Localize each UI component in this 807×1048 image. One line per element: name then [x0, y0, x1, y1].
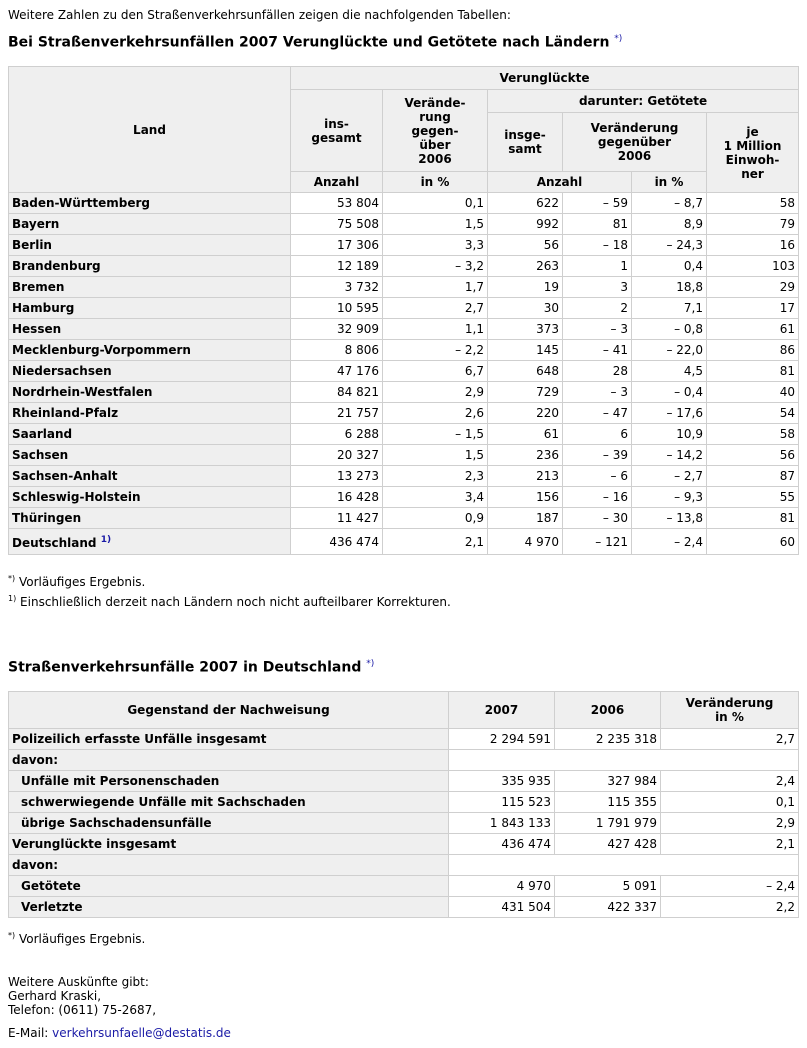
th-anzahl-getoetete: Anzahl: [488, 172, 632, 193]
table-row: [9, 771, 799, 792]
table-row: [9, 403, 799, 424]
cell-je-million: 16: [707, 235, 799, 256]
row-land: Rheinland-Pfalz: [9, 403, 291, 424]
table-deutschland-body: [9, 729, 799, 918]
cell-getoetete-veraenderung: – 59: [563, 193, 632, 214]
cell-verunglueckte: 47 176: [291, 361, 383, 382]
cell-getoetete-veraenderung: – 16: [563, 487, 632, 508]
table-row: [9, 466, 799, 487]
cell-veraenderung-pct: 3,3: [383, 235, 488, 256]
cell-je-million: 86: [707, 340, 799, 361]
cell-verunglueckte: 53 804: [291, 193, 383, 214]
cell-getoetete: 236: [488, 445, 563, 466]
row-land: Berlin: [9, 235, 291, 256]
table-row: [9, 298, 799, 319]
cell-getoetete: 19: [488, 277, 563, 298]
footnote-mark: *): [8, 931, 16, 940]
cell-veraenderung-pct: 2,1: [383, 529, 488, 555]
cell-getoetete: 220: [488, 403, 563, 424]
cell-je-million: 103: [707, 256, 799, 277]
cell-je-million: 79: [707, 214, 799, 235]
cell-2007: 2 294 591: [449, 729, 555, 750]
contact-phone: Telefon: (0611) 75-2687,: [8, 1003, 157, 1017]
cell-2007: 1 843 133: [449, 813, 555, 834]
cell-2006: 327 984: [555, 771, 661, 792]
contact-block: [8, 975, 231, 1040]
cell-getoetete-veraenderung-pct: – 8,7: [632, 193, 707, 214]
contact-email-link[interactable]: verkehrsunfaelle@destatis.de: [52, 1026, 231, 1040]
footnote-text: Einschließlich derzeit nach Ländern noch nicht aufteilbarer Korrekturen.: [20, 595, 451, 609]
table-row: [9, 382, 799, 403]
table-row: [9, 792, 799, 813]
cell-je-million: 29: [707, 277, 799, 298]
row-gegenstand: schwerwiegende Unfälle mit Sachschaden: [9, 792, 449, 813]
cell-veraenderung: 0,1: [661, 792, 799, 813]
cell-getoetete: 4 970: [488, 529, 563, 555]
cell-getoetete: 56: [488, 235, 563, 256]
cell-getoetete-veraenderung: 6: [563, 424, 632, 445]
footnote-vorlaeufig: [8, 574, 145, 589]
cell-getoetete-veraenderung: – 39: [563, 445, 632, 466]
th-veraenderung: Verände- rung gegen- über 2006: [383, 90, 488, 172]
row-gegenstand: davon:: [9, 855, 449, 876]
table-laender-body: [9, 193, 799, 555]
cell-je-million: 55: [707, 487, 799, 508]
row-land: Bremen: [9, 277, 291, 298]
table-laender: [8, 66, 799, 555]
row-land: Saarland: [9, 424, 291, 445]
table-row: [9, 876, 799, 897]
cell-getoetete-veraenderung: – 3: [563, 319, 632, 340]
cell-2007: 431 504: [449, 897, 555, 918]
cell-2006: 422 337: [555, 897, 661, 918]
cell-verunglueckte: 13 273: [291, 466, 383, 487]
total-footnote-ref[interactable]: 1): [100, 535, 112, 545]
cell-getoetete-veraenderung-pct: – 0,4: [632, 382, 707, 403]
cell-je-million: 61: [707, 319, 799, 340]
contact-name: Gerhard Kraski,: [8, 989, 102, 1003]
cell-2007: 115 523: [449, 792, 555, 813]
cell-verunglueckte: 6 288: [291, 424, 383, 445]
cell-getoetete-veraenderung-pct: 4,5: [632, 361, 707, 382]
intro-text: Weitere Zahlen zu den Straßenverkehrsunfällen zeigen die nachfolgenden Tabellen:: [8, 8, 511, 22]
cell-getoetete-veraenderung: – 6: [563, 466, 632, 487]
table2-title: [8, 659, 374, 676]
table1-title-ref[interactable]: *): [614, 34, 623, 44]
table-row: [9, 834, 799, 855]
cell-getoetete: 263: [488, 256, 563, 277]
cell-getoetete-veraenderung: 2: [563, 298, 632, 319]
th-in-pct-getoetete: in %: [632, 172, 707, 193]
th-veraenderung-pct: Veränderung in %: [661, 692, 799, 729]
contact-email-label: E-Mail:: [8, 1026, 49, 1040]
cell-2007: 4 970: [449, 876, 555, 897]
row-gegenstand: Verunglückte insgesamt: [9, 834, 449, 855]
cell-getoetete-veraenderung-pct: – 2,7: [632, 466, 707, 487]
cell-getoetete: 187: [488, 508, 563, 529]
cell-getoetete-veraenderung-pct: 10,9: [632, 424, 707, 445]
cell-je-million: 81: [707, 361, 799, 382]
cell-veraenderung-pct: 0,9: [383, 508, 488, 529]
cell-veraenderung-pct: 1,1: [383, 319, 488, 340]
cell-je-million: 56: [707, 445, 799, 466]
cell-getoetete-veraenderung-pct: – 24,3: [632, 235, 707, 256]
th-insgesamt: ins- gesamt: [291, 90, 383, 172]
cell-getoetete-veraenderung-pct: 8,9: [632, 214, 707, 235]
cell-veraenderung-pct: 2,7: [383, 298, 488, 319]
cell-getoetete: 61: [488, 424, 563, 445]
table-row: [9, 340, 799, 361]
cell-getoetete-veraenderung-pct: – 17,6: [632, 403, 707, 424]
th-je-million: je 1 Million Einwoh- ner: [707, 113, 799, 193]
th-2007: 2007: [449, 692, 555, 729]
cell-veraenderung-pct: – 2,2: [383, 340, 488, 361]
row-gegenstand: Getötete: [9, 876, 449, 897]
row-land-total: [9, 529, 291, 555]
row-land: Brandenburg: [9, 256, 291, 277]
row-gegenstand: davon:: [9, 750, 449, 771]
row-land: Nordrhein-Westfalen: [9, 382, 291, 403]
row-land: Sachsen-Anhalt: [9, 466, 291, 487]
cell-verunglueckte: 3 732: [291, 277, 383, 298]
th-2006: 2006: [555, 692, 661, 729]
row-land: Schleswig-Holstein: [9, 487, 291, 508]
cell-2006: 427 428: [555, 834, 661, 855]
cell-veraenderung: 2,1: [661, 834, 799, 855]
table2-title-ref[interactable]: *): [366, 659, 375, 669]
cell-2007: 436 474: [449, 834, 555, 855]
cell-veraenderung-pct: 6,7: [383, 361, 488, 382]
th-gegenstand: Gegenstand der Nachweisung: [9, 692, 449, 729]
th-getoetete-insgesamt: insge- samt: [488, 113, 563, 172]
cell-2006: 1 791 979: [555, 813, 661, 834]
table1-title-text: Bei Straßenverkehrsunfällen 2007 Verunglückte und Getötete nach Ländern: [8, 34, 610, 51]
cell-verunglueckte: 10 595: [291, 298, 383, 319]
row-land: Baden-Württemberg: [9, 193, 291, 214]
cell-je-million: 58: [707, 193, 799, 214]
row-land: Sachsen: [9, 445, 291, 466]
cell-verunglueckte: 11 427: [291, 508, 383, 529]
row-land: Thüringen: [9, 508, 291, 529]
cell-veraenderung-pct: 3,4: [383, 487, 488, 508]
table-row: [9, 319, 799, 340]
cell-verunglueckte: 8 806: [291, 340, 383, 361]
cell-verunglueckte: 21 757: [291, 403, 383, 424]
cell-getoetete-veraenderung: 81: [563, 214, 632, 235]
total-label: Deutschland: [12, 536, 97, 550]
cell-getoetete: 213: [488, 466, 563, 487]
cell-getoetete-veraenderung-pct: 0,4: [632, 256, 707, 277]
footnote-mark: 1): [8, 594, 17, 603]
th-land: Land: [9, 67, 291, 193]
th-getoetete-veraenderung: Veränderung gegenüber 2006: [563, 113, 707, 172]
cell-verunglueckte: 16 428: [291, 487, 383, 508]
row-land: Hamburg: [9, 298, 291, 319]
footnote-text: Vorläufiges Ergebnis.: [18, 932, 146, 946]
cell-getoetete-veraenderung: – 47: [563, 403, 632, 424]
row-gegenstand: Polizeilich erfasste Unfälle insgesamt: [9, 729, 449, 750]
cell-veraenderung-pct: – 3,2: [383, 256, 488, 277]
cell-je-million: 17: [707, 298, 799, 319]
cell-getoetete-veraenderung: – 30: [563, 508, 632, 529]
footnote-text: Vorläufiges Ergebnis.: [18, 575, 146, 589]
footnote-korrekturen: [8, 594, 451, 609]
row-gegenstand: Unfälle mit Personenschaden: [9, 771, 449, 792]
cell-getoetete-veraenderung-pct: – 9,3: [632, 487, 707, 508]
th-in-pct: in %: [383, 172, 488, 193]
th-darunter: darunter: Getötete: [488, 90, 799, 113]
cell-getoetete-veraenderung-pct: 18,8: [632, 277, 707, 298]
table-row: [9, 508, 799, 529]
row-land: Hessen: [9, 319, 291, 340]
cell-veraenderung: 2,7: [661, 729, 799, 750]
cell-je-million: 87: [707, 466, 799, 487]
cell-getoetete-veraenderung-pct: – 0,8: [632, 319, 707, 340]
cell-je-million: 81: [707, 508, 799, 529]
table-row: [9, 193, 799, 214]
footnote-table2: [8, 931, 145, 946]
table-row: [9, 235, 799, 256]
cell-getoetete-veraenderung: – 3: [563, 382, 632, 403]
cell-getoetete: 622: [488, 193, 563, 214]
cell-veraenderung-pct: 1,5: [383, 445, 488, 466]
cell-2006: 2 235 318: [555, 729, 661, 750]
footnote-mark: *): [8, 574, 16, 583]
table-row: [9, 214, 799, 235]
cell-veraenderung: 2,4: [661, 771, 799, 792]
row-gegenstand: Verletzte: [9, 897, 449, 918]
table-row: [9, 729, 799, 750]
cell-veraenderung-pct: 1,7: [383, 277, 488, 298]
cell-getoetete-veraenderung: – 18: [563, 235, 632, 256]
table-row-total: [9, 529, 799, 555]
cell-veraenderung-pct: 0,1: [383, 193, 488, 214]
table-row: [9, 813, 799, 834]
table-row: [9, 445, 799, 466]
cell-verunglueckte: 17 306: [291, 235, 383, 256]
table-row: [9, 897, 799, 918]
cell-getoetete: 30: [488, 298, 563, 319]
cell-veraenderung: 2,9: [661, 813, 799, 834]
table-row: [9, 750, 799, 771]
cell-getoetete: 729: [488, 382, 563, 403]
table2-title-text: Straßenverkehrsunfälle 2007 in Deutschland: [8, 659, 362, 676]
table-row: [9, 361, 799, 382]
row-land: Niedersachsen: [9, 361, 291, 382]
cell-getoetete: 648: [488, 361, 563, 382]
cell-getoetete: 156: [488, 487, 563, 508]
cell-je-million: 54: [707, 403, 799, 424]
cell-veraenderung: 2,2: [661, 897, 799, 918]
cell-2007: 335 935: [449, 771, 555, 792]
cell-verunglueckte: 436 474: [291, 529, 383, 555]
cell-verunglueckte: 32 909: [291, 319, 383, 340]
cell-veraenderung-pct: 2,3: [383, 466, 488, 487]
cell-verunglueckte: 75 508: [291, 214, 383, 235]
cell-2006: 5 091: [555, 876, 661, 897]
cell-veraenderung: – 2,4: [661, 876, 799, 897]
cell-veraenderung-pct: 1,5: [383, 214, 488, 235]
cell-getoetete: 992: [488, 214, 563, 235]
cell-getoetete-veraenderung-pct: – 13,8: [632, 508, 707, 529]
cell-getoetete: 145: [488, 340, 563, 361]
cell-veraenderung-pct: – 1,5: [383, 424, 488, 445]
table-row: [9, 256, 799, 277]
th-anzahl: Anzahl: [291, 172, 383, 193]
cell-verunglueckte: 84 821: [291, 382, 383, 403]
cell-getoetete-veraenderung: 3: [563, 277, 632, 298]
cell-verunglueckte: 12 189: [291, 256, 383, 277]
cell-getoetete-veraenderung-pct: – 22,0: [632, 340, 707, 361]
cell-je-million: 40: [707, 382, 799, 403]
cell-empty: [449, 855, 799, 876]
cell-je-million: 60: [707, 529, 799, 555]
table-row: [9, 487, 799, 508]
cell-veraenderung-pct: 2,9: [383, 382, 488, 403]
table-deutschland: [8, 691, 799, 918]
contact-email-line: [8, 1026, 231, 1040]
cell-verunglueckte: 20 327: [291, 445, 383, 466]
cell-getoetete: 373: [488, 319, 563, 340]
cell-getoetete-veraenderung-pct: 7,1: [632, 298, 707, 319]
cell-veraenderung-pct: 2,6: [383, 403, 488, 424]
table-row: [9, 277, 799, 298]
cell-getoetete-veraenderung-pct: – 14,2: [632, 445, 707, 466]
contact-line1: Weitere Auskünfte gibt:: [8, 975, 149, 989]
cell-empty: [449, 750, 799, 771]
cell-je-million: 58: [707, 424, 799, 445]
cell-getoetete-veraenderung: – 41: [563, 340, 632, 361]
table-row: [9, 424, 799, 445]
cell-2006: 115 355: [555, 792, 661, 813]
cell-getoetete-veraenderung: 28: [563, 361, 632, 382]
cell-getoetete-veraenderung-pct: – 2,4: [632, 529, 707, 555]
table-row: [9, 855, 799, 876]
th-verunglueckte: Verunglückte: [291, 67, 799, 90]
cell-getoetete-veraenderung: – 121: [563, 529, 632, 555]
row-gegenstand: übrige Sachschadensunfälle: [9, 813, 449, 834]
row-land: Bayern: [9, 214, 291, 235]
cell-getoetete-veraenderung: 1: [563, 256, 632, 277]
table1-title: [8, 34, 622, 51]
row-land: Mecklenburg-Vorpommern: [9, 340, 291, 361]
